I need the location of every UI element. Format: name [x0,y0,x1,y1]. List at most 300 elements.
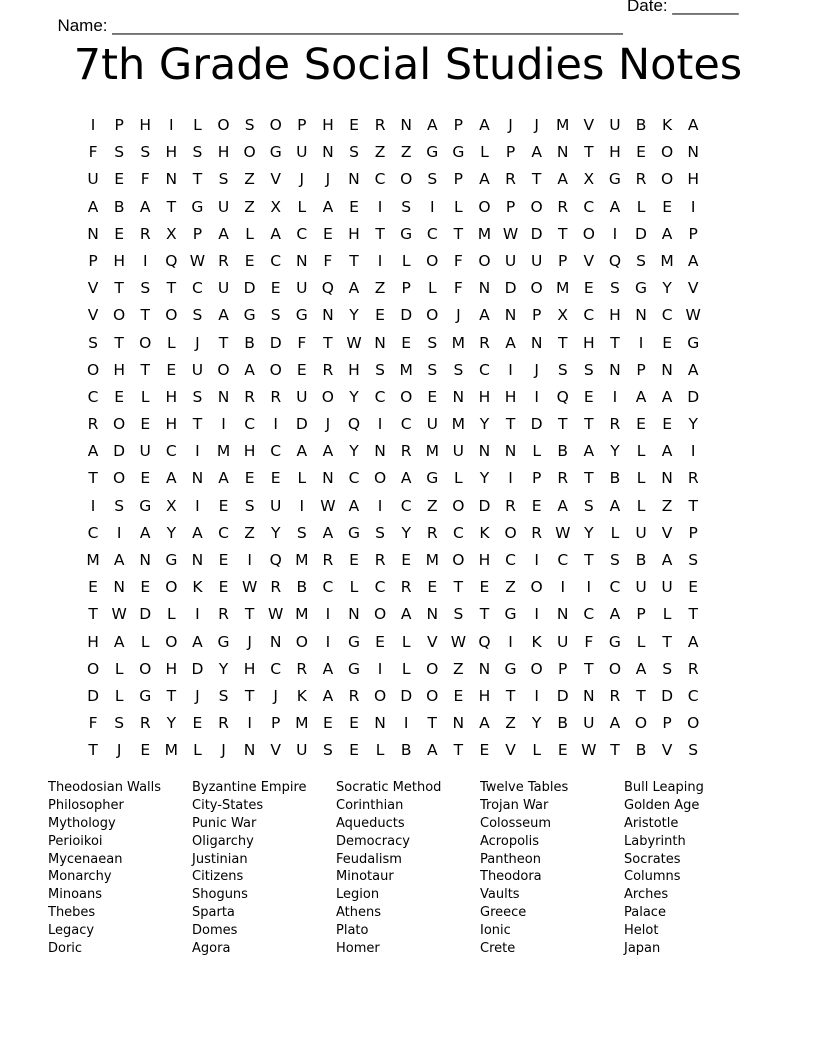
grid-letter[interactable]: H [165,143,178,162]
grid-letter[interactable]: N [374,442,386,461]
grid-letter[interactable]: T [584,469,594,488]
grid-letter[interactable]: T [88,741,98,760]
grid-letter[interactable]: E [349,197,359,216]
grid-letter[interactable]: E [140,415,151,434]
grid-letter[interactable]: T [610,741,620,760]
grid-letter[interactable]: V [687,279,699,298]
grid-letter[interactable]: A [348,496,360,515]
grid-letter[interactable]: N [661,360,673,379]
grid-letter[interactable]: N [530,333,543,352]
grid-letter[interactable]: C [218,523,229,542]
grid-letter[interactable]: M [399,360,413,379]
grid-letter[interactable]: C [270,251,282,270]
grid-letter[interactable]: L [636,442,646,461]
grid-letter[interactable]: T [479,605,490,624]
grid-letter[interactable]: C [87,387,99,406]
grid-letter[interactable]: T [192,170,203,189]
grid-letter[interactable]: C [557,551,569,569]
grid-letter[interactable]: E [140,741,151,760]
grid-letter[interactable]: Y [218,659,229,678]
grid-letter[interactable]: H [322,116,334,134]
grid-letter[interactable]: D [478,496,491,515]
grid-letter[interactable]: E [531,496,542,515]
grid-letter[interactable]: Q [478,632,491,651]
grid-letter[interactable]: F [453,279,463,298]
grid-letter[interactable]: E [427,387,438,406]
grid-letter[interactable]: M [295,551,309,569]
grid-letter[interactable]: C [661,306,673,325]
grid-letter[interactable]: L [636,197,646,216]
grid-letter[interactable]: X [166,224,177,243]
grid-letter[interactable]: T [88,605,98,624]
grid-letter[interactable]: I [534,605,539,624]
grid-letter[interactable]: L [427,279,437,298]
grid-letter[interactable]: O [243,143,256,162]
grid-letter[interactable]: O [504,523,517,542]
grid-letter[interactable]: G [347,632,360,651]
grid-letter[interactable]: I [560,578,566,597]
grid-letter[interactable]: G [347,523,360,542]
grid-letter[interactable]: P [271,714,281,733]
grid-letter[interactable]: E [218,578,229,597]
grid-letter[interactable]: L [401,251,411,270]
grid-letter[interactable]: I [142,251,148,270]
grid-letter[interactable]: T [584,143,594,162]
grid-letter[interactable]: M [216,442,231,461]
grid-letter[interactable]: G [452,143,465,162]
grid-letter[interactable]: V [426,632,438,651]
date-field[interactable]: Date: _______ [627,0,739,15]
grid-letter[interactable]: A [322,197,334,216]
grid-letter[interactable]: W [555,523,571,542]
grid-letter[interactable]: W [268,605,284,624]
grid-letter[interactable]: W [111,605,127,624]
grid-letter[interactable]: A [687,360,699,379]
grid-letter[interactable]: S [557,360,568,379]
grid-letter[interactable]: O [478,251,491,270]
grid-letter[interactable]: T [166,279,177,298]
grid-letter[interactable]: G [608,170,621,189]
grid-letter[interactable]: N [87,224,99,243]
grid-letter[interactable]: A [87,442,99,461]
grid-letter[interactable]: E [192,714,203,733]
grid-letter[interactable]: Y [270,523,281,542]
grid-letter[interactable]: I [638,333,644,352]
grid-letter[interactable]: B [557,714,569,733]
grid-letter[interactable]: Q [347,415,361,434]
grid-letter[interactable]: F [584,632,594,651]
grid-letter[interactable]: I [116,523,122,542]
grid-letter[interactable]: A [113,632,125,651]
grid-letter[interactable]: R [139,224,151,243]
grid-letter[interactable]: N [609,360,621,379]
grid-letter[interactable]: W [320,496,336,515]
grid-letter[interactable]: N [269,632,282,651]
grid-letter[interactable]: O [400,387,413,406]
grid-letter[interactable]: O [400,170,413,189]
grid-letter[interactable]: A [218,469,229,488]
grid-letter[interactable]: C [609,578,621,597]
grid-letter[interactable]: R [531,523,543,542]
grid-letter[interactable]: H [139,116,152,134]
grid-letter[interactable]: O [139,333,152,352]
grid-letter[interactable]: J [325,415,331,434]
grid-letter[interactable]: E [636,415,646,434]
grid-letter[interactable]: Y [166,523,177,542]
grid-letter[interactable]: R [557,197,569,216]
grid-letter[interactable]: U [504,251,517,270]
grid-letter[interactable]: J [273,686,278,705]
grid-letter[interactable]: R [270,578,282,597]
grid-letter[interactable]: S [453,605,464,624]
grid-letter[interactable]: I [508,632,513,651]
grid-letter[interactable]: C [165,442,177,461]
grid-letter[interactable]: T [584,415,594,434]
grid-letter[interactable]: N [348,605,360,624]
grid-letter[interactable]: L [636,496,646,515]
grid-letter[interactable]: V [661,523,673,542]
grid-letter[interactable]: R [400,442,412,461]
grid-letter[interactable]: G [426,143,439,162]
grid-letter[interactable]: Y [479,469,490,488]
grid-letter[interactable]: G [139,686,152,705]
grid-letter[interactable]: A [426,116,438,134]
grid-letter[interactable]: G [243,306,256,325]
grid-letter[interactable]: U [583,714,595,733]
grid-letter[interactable]: T [114,279,124,298]
grid-letter[interactable]: V [505,741,516,760]
grid-letter[interactable]: Q [269,551,282,569]
grid-letter[interactable]: V [270,170,281,189]
grid-letter[interactable]: L [480,143,489,162]
grid-letter[interactable]: M [556,116,570,134]
grid-letter[interactable]: S [114,496,125,515]
grid-letter[interactable]: A [505,333,516,352]
grid-letter[interactable]: I [377,415,383,434]
grid-letter[interactable]: O [86,659,100,678]
grid-letter[interactable]: A [348,279,360,298]
grid-letter[interactable]: J [456,306,461,325]
grid-letter[interactable]: C [687,686,699,705]
grid-letter[interactable]: I [169,116,174,134]
grid-letter[interactable]: U [87,170,99,189]
grid-letter[interactable]: E [322,224,333,243]
grid-letter[interactable]: O [139,659,152,678]
grid-letter[interactable]: N [165,170,178,189]
grid-letter[interactable]: N [687,143,699,162]
grid-letter[interactable]: E [244,469,255,488]
grid-letter[interactable]: A [557,496,569,515]
grid-letter[interactable]: O [321,387,334,406]
grid-letter[interactable]: K [662,116,673,134]
grid-letter[interactable]: M [295,605,309,624]
grid-letter[interactable]: O [86,360,100,379]
grid-letter[interactable]: L [636,469,646,488]
grid-letter[interactable]: M [425,551,439,569]
grid-letter[interactable]: E [479,578,490,597]
grid-letter[interactable]: D [295,415,308,434]
grid-letter[interactable]: C [400,496,412,515]
grid-letter[interactable]: S [322,741,333,760]
grid-letter[interactable]: C [270,659,282,678]
grid-letter[interactable]: O [530,659,543,678]
grid-letter[interactable]: I [377,251,383,270]
grid-letter[interactable]: J [508,116,513,134]
grid-letter[interactable]: T [192,415,203,434]
grid-letter[interactable]: A [139,197,151,216]
grid-letter[interactable]: L [532,442,541,461]
grid-letter[interactable]: O [582,224,595,243]
grid-letter[interactable]: O [530,279,543,298]
grid-letter[interactable]: S [427,333,438,352]
grid-letter[interactable]: R [635,170,647,189]
grid-letter[interactable]: J [195,333,200,352]
grid-letter[interactable]: R [400,578,412,597]
grid-letter[interactable]: U [426,415,438,434]
grid-letter[interactable]: H [609,143,621,162]
grid-letter[interactable]: E [375,306,385,325]
grid-letter[interactable]: A [166,469,177,488]
grid-letter[interactable]: S [114,714,125,733]
grid-letter[interactable]: S [140,143,151,162]
grid-letter[interactable]: S [244,496,255,515]
grid-letter[interactable]: W [241,578,258,597]
grid-letter[interactable]: P [558,251,568,270]
grid-letter[interactable]: T [531,170,542,189]
grid-letter[interactable]: S [88,333,98,352]
grid-letter[interactable]: I [325,605,331,624]
grid-letter[interactable]: U [191,360,204,379]
grid-letter[interactable]: V [270,741,281,760]
grid-letter[interactable]: R [218,714,229,733]
grid-letter[interactable]: M [477,224,492,243]
grid-letter[interactable]: R [505,170,516,189]
grid-letter[interactable]: G [504,659,517,678]
grid-letter[interactable]: A [113,551,125,569]
grid-letter[interactable]: U [452,442,465,461]
grid-letter[interactable]: N [400,116,412,134]
grid-letter[interactable]: T [505,415,516,434]
grid-letter[interactable]: T [88,469,98,488]
grid-letter[interactable]: A [557,170,569,189]
grid-letter[interactable]: L [114,659,124,678]
grid-letter[interactable]: D [269,333,282,352]
grid-letter[interactable]: I [377,197,383,216]
grid-letter[interactable]: L [297,197,307,216]
grid-letter[interactable]: O [426,686,439,705]
grid-letter[interactable]: C [296,224,308,243]
grid-letter[interactable]: O [452,496,465,515]
grid-letter[interactable]: O [269,360,282,379]
grid-letter[interactable]: V [87,279,99,298]
grid-letter[interactable]: I [377,659,383,678]
grid-letter[interactable]: D [504,279,517,298]
grid-letter[interactable]: O [478,197,491,216]
grid-letter[interactable]: H [165,387,178,406]
grid-letter[interactable]: B [635,551,647,569]
grid-letter[interactable]: S [662,659,673,678]
grid-letter[interactable]: C [322,578,334,597]
grid-letter[interactable]: S [427,360,438,379]
grid-letter[interactable]: E [88,578,98,597]
grid-letter[interactable]: C [374,387,386,406]
grid-letter[interactable]: S [218,170,229,189]
grid-letter[interactable]: Y [479,415,490,434]
grid-letter[interactable]: T [636,686,646,705]
grid-letter[interactable]: K [192,578,203,597]
grid-letter[interactable]: E [270,469,281,488]
grid-letter[interactable]: I [377,496,383,515]
grid-letter[interactable]: T [244,605,255,624]
grid-letter[interactable]: A [609,197,621,216]
grid-letter[interactable]: E [349,116,359,134]
grid-letter[interactable]: U [661,578,673,597]
grid-letter[interactable]: Y [688,415,698,434]
grid-letter[interactable]: I [273,415,278,434]
grid-letter[interactable]: R [296,659,308,678]
grid-letter[interactable]: T [323,333,333,352]
grid-letter[interactable]: R [609,686,621,705]
grid-letter[interactable]: B [557,442,569,461]
grid-letter[interactable]: J [299,170,305,189]
grid-letter[interactable]: E [218,496,229,515]
grid-letter[interactable]: P [531,306,542,325]
grid-letter[interactable]: B [635,116,647,134]
grid-letter[interactable]: D [113,442,126,461]
grid-letter[interactable]: N [556,605,569,624]
grid-letter[interactable]: E [557,741,568,760]
grid-letter[interactable]: S [401,197,412,216]
grid-letter[interactable]: A [531,143,542,162]
grid-letter[interactable]: U [609,116,621,134]
grid-letter[interactable]: T [349,251,359,270]
grid-letter[interactable]: H [87,632,99,651]
grid-letter[interactable]: O [687,714,700,733]
grid-letter[interactable]: N [243,741,256,760]
grid-letter[interactable]: L [167,605,176,624]
grid-letter[interactable]: F [453,251,463,270]
grid-letter[interactable]: L [245,224,254,243]
grid-letter[interactable]: A [139,523,151,542]
grid-letter[interactable]: L [401,632,411,651]
grid-letter[interactable]: A [609,605,621,624]
grid-letter[interactable]: P [688,224,698,243]
grid-letter[interactable]: C [244,415,256,434]
grid-letter[interactable]: O [269,116,282,134]
grid-letter[interactable]: M [295,714,309,733]
grid-letter[interactable]: H [478,686,491,705]
grid-letter[interactable]: T [140,360,150,379]
grid-letter[interactable]: W [450,632,467,651]
grid-letter[interactable]: P [401,279,411,298]
grid-letter[interactable]: J [247,632,252,651]
grid-letter[interactable]: Y [349,306,359,325]
grid-letter[interactable]: S [427,170,438,189]
grid-letter[interactable]: H [348,360,360,379]
grid-letter[interactable]: X [557,306,569,325]
grid-letter[interactable]: G [687,333,700,352]
grid-letter[interactable]: J [534,360,539,379]
grid-letter[interactable]: X [270,197,282,216]
grid-letter[interactable]: C [348,469,360,488]
grid-letter[interactable]: T [584,659,594,678]
grid-letter[interactable]: J [116,741,122,760]
grid-letter[interactable]: L [140,387,150,406]
grid-letter[interactable]: W [685,306,701,325]
grid-letter[interactable]: C [452,523,464,542]
grid-letter[interactable]: Y [401,523,411,542]
grid-letter[interactable]: G [191,197,204,216]
grid-letter[interactable]: K [531,632,542,651]
grid-letter[interactable]: L [401,659,411,678]
grid-letter[interactable]: N [322,306,334,325]
grid-letter[interactable]: L [193,741,202,760]
grid-letter[interactable]: N [426,605,439,624]
grid-letter[interactable]: N [583,686,595,705]
grid-letter[interactable]: R [139,714,151,733]
grid-letter[interactable]: E [479,741,490,760]
grid-letter[interactable]: N [322,143,334,162]
grid-letter[interactable]: H [113,360,125,379]
grid-letter[interactable]: E [349,741,359,760]
grid-letter[interactable]: S [688,551,699,569]
grid-letter[interactable]: T [584,551,594,569]
grid-letter[interactable]: L [662,605,672,624]
grid-letter[interactable]: O [113,469,126,488]
grid-letter[interactable]: N [348,170,360,189]
grid-letter[interactable]: W [189,251,206,270]
grid-letter[interactable]: D [687,387,700,406]
grid-letter[interactable]: R [348,686,360,705]
grid-letter[interactable]: E [166,360,177,379]
grid-letter[interactable]: A [192,632,203,651]
grid-letter[interactable]: O [608,659,622,678]
grid-letter[interactable]: P [662,714,672,733]
grid-letter[interactable]: E [453,686,464,705]
grid-letter[interactable]: U [217,197,230,216]
grid-letter[interactable]: L [349,578,359,597]
grid-letter[interactable]: O [295,632,308,651]
grid-letter[interactable]: C [583,605,595,624]
grid-letter[interactable]: N [556,143,569,162]
grid-letter[interactable]: A [583,442,595,461]
grid-letter[interactable]: A [661,387,673,406]
grid-letter[interactable]: U [635,523,647,542]
grid-letter[interactable]: I [299,496,305,515]
grid-letter[interactable]: N [374,333,386,352]
grid-letter[interactable]: R [426,523,438,542]
grid-letter[interactable]: M [556,279,570,298]
grid-letter[interactable]: X [583,170,595,189]
grid-letter[interactable]: O [113,415,126,434]
name-field[interactable]: Name: ______________________________________________________ [57,16,623,35]
grid-letter[interactable]: W [502,224,519,243]
grid-letter[interactable]: S [192,387,203,406]
grid-letter[interactable]: I [247,551,252,569]
grid-letter[interactable]: A [687,116,699,134]
grid-letter[interactable]: J [534,116,539,134]
grid-letter[interactable]: D [139,605,152,624]
grid-letter[interactable]: A [635,387,647,406]
grid-letter[interactable]: Z [505,578,516,597]
grid-letter[interactable]: L [193,116,202,134]
grid-letter[interactable]: Z [244,197,255,216]
grid-letter[interactable]: T [662,632,672,651]
grid-letter[interactable]: O [426,306,439,325]
grid-letter[interactable]: A [244,360,255,379]
grid-letter[interactable]: N [478,279,491,298]
grid-letter[interactable]: I [195,442,200,461]
